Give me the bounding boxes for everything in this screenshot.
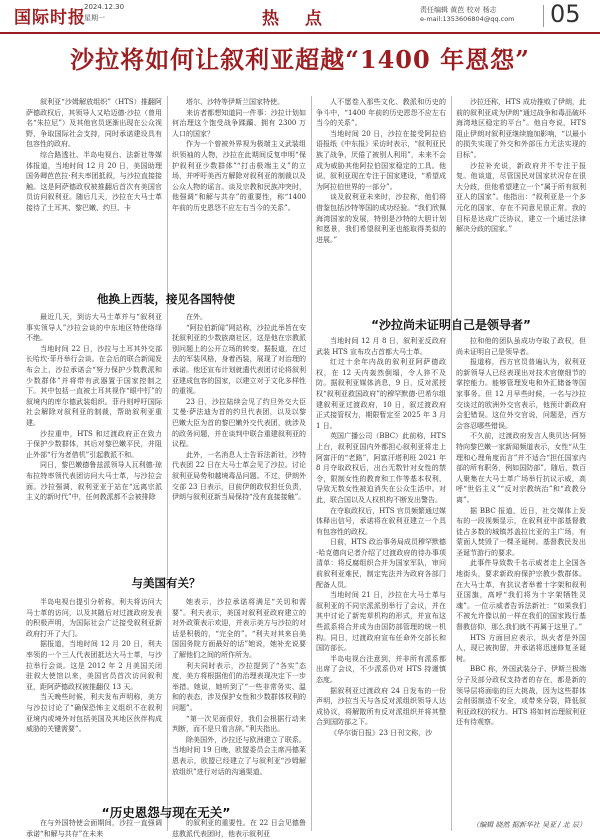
paragraph: 人不愿卷入那些文化、教派和历史的争斗中，“1400 年前的历史恩怨不应左右当今的关系”。 bbox=[316, 98, 446, 128]
paragraph: 叙利亚“沙姆解放组织”（HTS）推翻阿萨德政权后，其领导人又哈迈德·沙拉（曾用名“朱拉尼”）及其他官员逐渐出现在公众视野，争取国际社会支持，同时承诺建设具有包容性的政府。 bbox=[26, 98, 162, 149]
paragraph: “第一次见面很好，我们会根据行动来判断，而不是只看言辞。”利夫指出。 bbox=[172, 714, 306, 734]
subheading: 他换上西装，接见各国特使 bbox=[97, 292, 235, 306]
paragraph: 当地时间 20 日，沙拉在接受阿拉伯语报纸《中东报》采访时表示，“叙利亚民族了战争，厌倦了被别人利用”，未来不会成为威胁其他阿拉伯国家稳定的工具。他说，叙利亚现在专注于国家建设，“希望成为阿拉伯世界的一部分”。 bbox=[316, 129, 446, 191]
paragraph: 沙拉重申，HTS 和过渡政府正在致力于保护少数群体，其后对黎巴嫩平民，并阻止外部“行为者借机”引起教派不和。 bbox=[26, 429, 162, 459]
paragraph: 综合路透社、半岛电视台、法新社等媒体报道，当地时间 12 月 20 日，美国助理国务卿芭芭拉·利夫率团抵叙，与沙拉直接接触。这是阿萨德政权被推翻后首次有美国官员访问叙利亚。随后几天，沙拉在大马士革接待了土耳其、黎巴嫩、约旦、卡 bbox=[26, 150, 162, 212]
byline: （编辑 晓然 据新华社 吴亚 / 北 辰） bbox=[472, 821, 586, 829]
contact-email: e-mail:1353606804@qq.com bbox=[420, 15, 515, 23]
paragraph: 在外。 bbox=[186, 313, 207, 321]
paragraph: 沙拉补充说，新政府并不专注于报复。他谈道，尽管国民对国家状况存在很大分歧，但他希望建立一个“属于所有叙利亚人的国家”。他指出：“叙利亚是一个多元化的国家，存在不同意见很正常。我的目标是达成广泛协议，建立一个通过法律解决分歧的国家。” bbox=[456, 161, 586, 234]
text-block bbox=[172, 597, 306, 795]
subheading: “历史恩怨与现在无关” bbox=[101, 805, 231, 820]
paragraph: 谈及叙利亚未来时，沙拉称，他们将借鉴包括沙特等国的成功经验。“我们欣佩海湾国家的发展，特别是沙特的大胆计划和愿景，我们希望叙利亚也能取得类似的进展。” bbox=[316, 193, 446, 244]
paragraph: 英国广播公司（BBC）此前称，HTS 上台，叙利亚国内外都担心叙利亚将走上阿富汗的“老路”，阿富汗塔利班 2021 年 8 月夺取政权后，出台无数针对女性的禁令，限制女性的教育和工作等基本权利，导致无数女性被迫消失在公众生活中。对此，联合国以及人权机构不断发出警告。 bbox=[316, 432, 446, 504]
paragraph: 当天晚些时候，利夫发布声明称，美方与沙拉讨论了“确保恐怖主义组织不在叙利亚境内或境外对包括美国及其地区伙伴构成威胁的关键需要”。 bbox=[26, 693, 162, 734]
paragraph: 最近几天，到访大马士革并与“叙利亚事实领导人”沙拉会谈的中东地区特使络绎不绝。 bbox=[26, 313, 162, 343]
paragraph: HTS 方面回应表示，纵火者是外国人，现已被拘留，并承诺将迅速修复圣诞树。 bbox=[456, 633, 586, 663]
text-block bbox=[172, 312, 306, 564]
subheading: 与美国有关？ bbox=[131, 576, 201, 590]
paragraph: 来访者都想知道同一件事：沙拉计划如何治理这个饱受战争蹂躏、拥有 2300 万人口的国家？ bbox=[172, 108, 306, 138]
paragraph: 据叙利亚过渡政府 24 日发布的一份声明，沙拉当天与各反对派组织领导人达成协议，将解散所有反对派组织并将其整合到国防部之下。 bbox=[316, 686, 446, 727]
paragraph: 据报道，当地时间 12 月 20 日，利夫率领的一个三人代表团抵达大马士革，与沙拉举行会谈。这是 2012 年 2 月美国关闭驻叙大使馆以来，美国官员首次访问叙利亚，距阿萨德政权被推翻仅 13 天。 bbox=[26, 640, 162, 691]
editor-credits: 责任编辑 黄芭 校对 杨志 bbox=[420, 6, 497, 14]
paragraph: 作为一个曾被外界视为极端主义武装组织领袖的人物，沙拉在此期间反复申明“保护叙利亚少数群体”“打击极端主义”的立场，并呼吁美西方解除对叙利亚的制裁以及公众人物的谣言。谈及宗教和民族冲突时，他强调“和解与共存”的重要性，称“1400 年前的历史恩怨不应左右当今的关系”。 bbox=[172, 140, 306, 212]
paragraph: 报道称，西方官员普遍认为，叙利亚的新领导人已经表现出对技术官僚细节的掌控能力。能够管理发电和外汇储备等国家事务。但 12 月早些时候，一名与沙拉交谈过的欧洲外交官表示，他预计新政府会犯错误。这位外交官说，问题是，西方会容忍哪些错误。 bbox=[456, 358, 586, 430]
paragraph: 塔尔、沙特等伊斯兰国家特使。 bbox=[186, 98, 284, 106]
masthead bbox=[0, 0, 600, 34]
paragraph: 在夺取政权后，HTS 官员频繁通过媒体释出信号，承诺将在叙利亚建立一个具有包容性的政权。 bbox=[316, 506, 446, 536]
column-divider bbox=[311, 96, 312, 831]
paragraph: 日前，HTS 政治事务局成员穆罕默德·哈克德向记者介绍了过渡政府的待办事项清单：将反腐组织合并为国家军队，审问前叙利亚难民，制定宪法并为政府各部门配备人员。 bbox=[316, 538, 446, 589]
text-block bbox=[172, 97, 306, 281]
paragraph: 利夫同时表示，沙拉提到了“各实”态度，美方将根据他们的治理表现决定下一步举措。她说，她听到了“一些非常务实、温和的表态，涉及保护女性和少数群体权利的问题”。 bbox=[172, 661, 306, 712]
paragraph: 半岛电视台提引分析称，利夫将访问大马士革的访问，以及其随后对过渡政府发表的积极声明，为国际社会广泛接受叙利亚新政府打开了大门。 bbox=[26, 598, 162, 638]
paragraph: 当地时间 21 日，沙拉在大马士革与叙利亚的不同宗派派别举行了会议，并在其中讨论了新宪草机构的形式，并宣布这些派系将合并成为由国防部管理的统一机构。同日，过渡政府宣布任命外交部长和国防部长。 bbox=[316, 591, 446, 653]
paragraph: 当地时间 12 月 8 日，叙利亚反政府武装 HTS 宣布攻占首都大马士革。 bbox=[316, 337, 446, 356]
text-block bbox=[456, 97, 586, 307]
paragraph: 沙拉还称，HTS 成功推败了伊朗，此前的叙利亚成为伊朗“通过战争和毒品破坏海湾地区稳定的平台”。他自夸说，HTS 阻止伊朗对叙利亚继续施加影响，“以最小的损失实现了外交和外部压力无法实现的目标”。 bbox=[456, 98, 586, 159]
paragraph: “阿拉伯新闻”网站称，沙拉此举旨在安抚叙利亚的少数族裔社区，这是他在宗教派别问题上的公开立场的转变。据报道，在过去的军装风格，身着西装，展现了对治理的承诺。他还宣布计划就遣代表团讨论将叙利亚建成包容的国家，以建立对于文化多样性的重视。 bbox=[172, 323, 306, 396]
header-divider bbox=[543, 5, 544, 27]
text-block bbox=[316, 97, 446, 307]
text-block bbox=[456, 336, 586, 820]
issue-weekday: 星期一 bbox=[84, 14, 105, 22]
paragraph: 红过十余年内战的叙利亚阿萨德政权，在 12 天内轰然倒塌，令人猝不及防。据叙利亚媒体消息，9 日，反对派授权“叙利亚救国政府”的穆罕默德·巴希尔组建叙利亚过渡政府，10 日，叙过渡政府正式接管权力，期限暂定至 2025 年 3 月 1 日。 bbox=[316, 358, 446, 430]
section-title: 热 点 bbox=[262, 9, 332, 29]
paragraph: 此外，一名消息人士告诉法新社，沙特代表团 22 日在大马士革会见了沙拉。讨论叙利亚局势和越境毒品问题。不过，伊朗外交部 23 日表示，目前伊朗政权担任负责，伊朗与叙利亚新当局保持“没有直接接触”。 bbox=[172, 450, 306, 502]
column-divider bbox=[167, 96, 168, 831]
paragraph: 拉和他的团队虽成功夺取了政权，但尚未证明自己是领导者。 bbox=[456, 337, 586, 356]
newspaper-logo: 国际时报 bbox=[14, 8, 86, 28]
text-block bbox=[316, 336, 446, 832]
issue-date: 2024.12.30 bbox=[84, 3, 125, 11]
paragraph: 当地时间 22 日，沙拉与土耳其外交部长哈坎·菲丹举行会谈。在会后的联合新闻发布会上，沙拉承诺会“努力保护少数教派和少数群体”并将带有武器置于国家控制之下。其中包括一直被土耳其视作“眼中钉”的叙境内的库尔德武装组织。菲丹则呼吁国际社会解除对叙利亚的制裁，帮助叙利亚重建。 bbox=[26, 344, 162, 427]
paragraph: 的叙利亚的重要性。在 22 日会见德鲁兹教派代表团时，他表示叙利亚 bbox=[172, 819, 306, 838]
paragraph: 23 日，沙拉陆续会见了约旦外交大臣艾曼·萨法迪为首的约旦代表团，以及以黎巴嫩大臣为首的黎巴嫩外交代表团，就涉及的政务问题，并在谈判中联合重建叙利亚的议程。 bbox=[172, 397, 306, 449]
text-block bbox=[26, 818, 162, 838]
text-block bbox=[26, 97, 162, 281]
paragraph: 在与外国特使会面期间，沙拉一直强调承诺“和解与共存”在未来 bbox=[26, 819, 162, 838]
paragraph: 她表示，沙拉承诺将满足“关切和需要”。利夫表示，美国对叙利亚政府建立的对外政策表示欢迎，并表示美方与沙拉的对话是积极的，“完全的”。“利夫对其来自美国国务院方面最好的话”她说，她补充说要了解他们之间的所作所为。 bbox=[172, 598, 306, 659]
page-number: 05 bbox=[550, 0, 581, 28]
text-block bbox=[26, 597, 162, 795]
subheading: “沙拉尚未证明自己是领导者” bbox=[371, 318, 531, 332]
paragraph: 不久前，过渡政府发言人奥贝达·阿努特向黎巴嫩一家新闻频道表示，女性“从生理和心理角度而言”并不适合“担任国家内部的所有职务，例如国防部”。随后，数百人聚集在大马士革广场举行抗议示威，高呼“世俗主义”“反对宗教统治”和“政教分离”。 bbox=[456, 432, 586, 504]
paragraph: BBC 称，外国武装分子、伊斯兰极端分子及部分政权支持者的存在，都是新的领导层将面临的巨大挑战，因为这些群体会削弱制造不安全，或带来分裂，降低叙利亚政权的权力。HTS 将如何治理叙利亚还有待观察。 bbox=[456, 665, 586, 727]
text-block bbox=[172, 818, 306, 838]
paragraph: 除美国外，沙拉还与欧洲建立了联系。当地时间 19 日晚，欧盟委员会主席冯德莱恩表示，欧盟已经建立了与叙利亚“沙姆解放组织”进行对话的沟通渠道。 bbox=[172, 735, 306, 776]
paragraph: 同日，黎巴嫩德鲁兹派领导人瓦利德·琼布拉特率领代表团访问大马士革，与沙拉会面。沙拉强调，叙利亚亚于站在“远离宗派主义的新时代”中，任何教派都不会被排除 bbox=[26, 461, 162, 502]
column-divider bbox=[451, 96, 452, 831]
article-headline: 沙拉将如何让叙利亚超越“1400 年恩怨” bbox=[70, 45, 530, 74]
paragraph: 此事件导致数千名示威者走上全国各地街头，要求新政府保护宗教少数群体。在大马士革，有抗议者举着十字架和叙利亚国旗，高呼“我们将为十字架牺牲灵魂”。一位示威者告诉法新社：“如果我们不被允许像以前一样在我们的国家践行基督教信仰，那么我们就不再属于这里了。” bbox=[456, 559, 586, 632]
paragraph: 《华尔街日报》23 日刊文称，沙 bbox=[330, 728, 433, 737]
text-block bbox=[26, 312, 162, 564]
paragraph: 半岛电视台注意到，并非所有派系都出席了会议，不少派系仍对 HTS 持谨慎态度。 bbox=[316, 654, 446, 684]
paragraph: 据 BBC 报道，近日，社交媒体上发布的一段视频显示，在叙利亚中部基督教徒占多数的城镇苏盖拉比亚的主广场，有蒙面人焚毁了一棵圣诞树。基督教民发出圣诞节游行的要求。 bbox=[456, 506, 586, 557]
